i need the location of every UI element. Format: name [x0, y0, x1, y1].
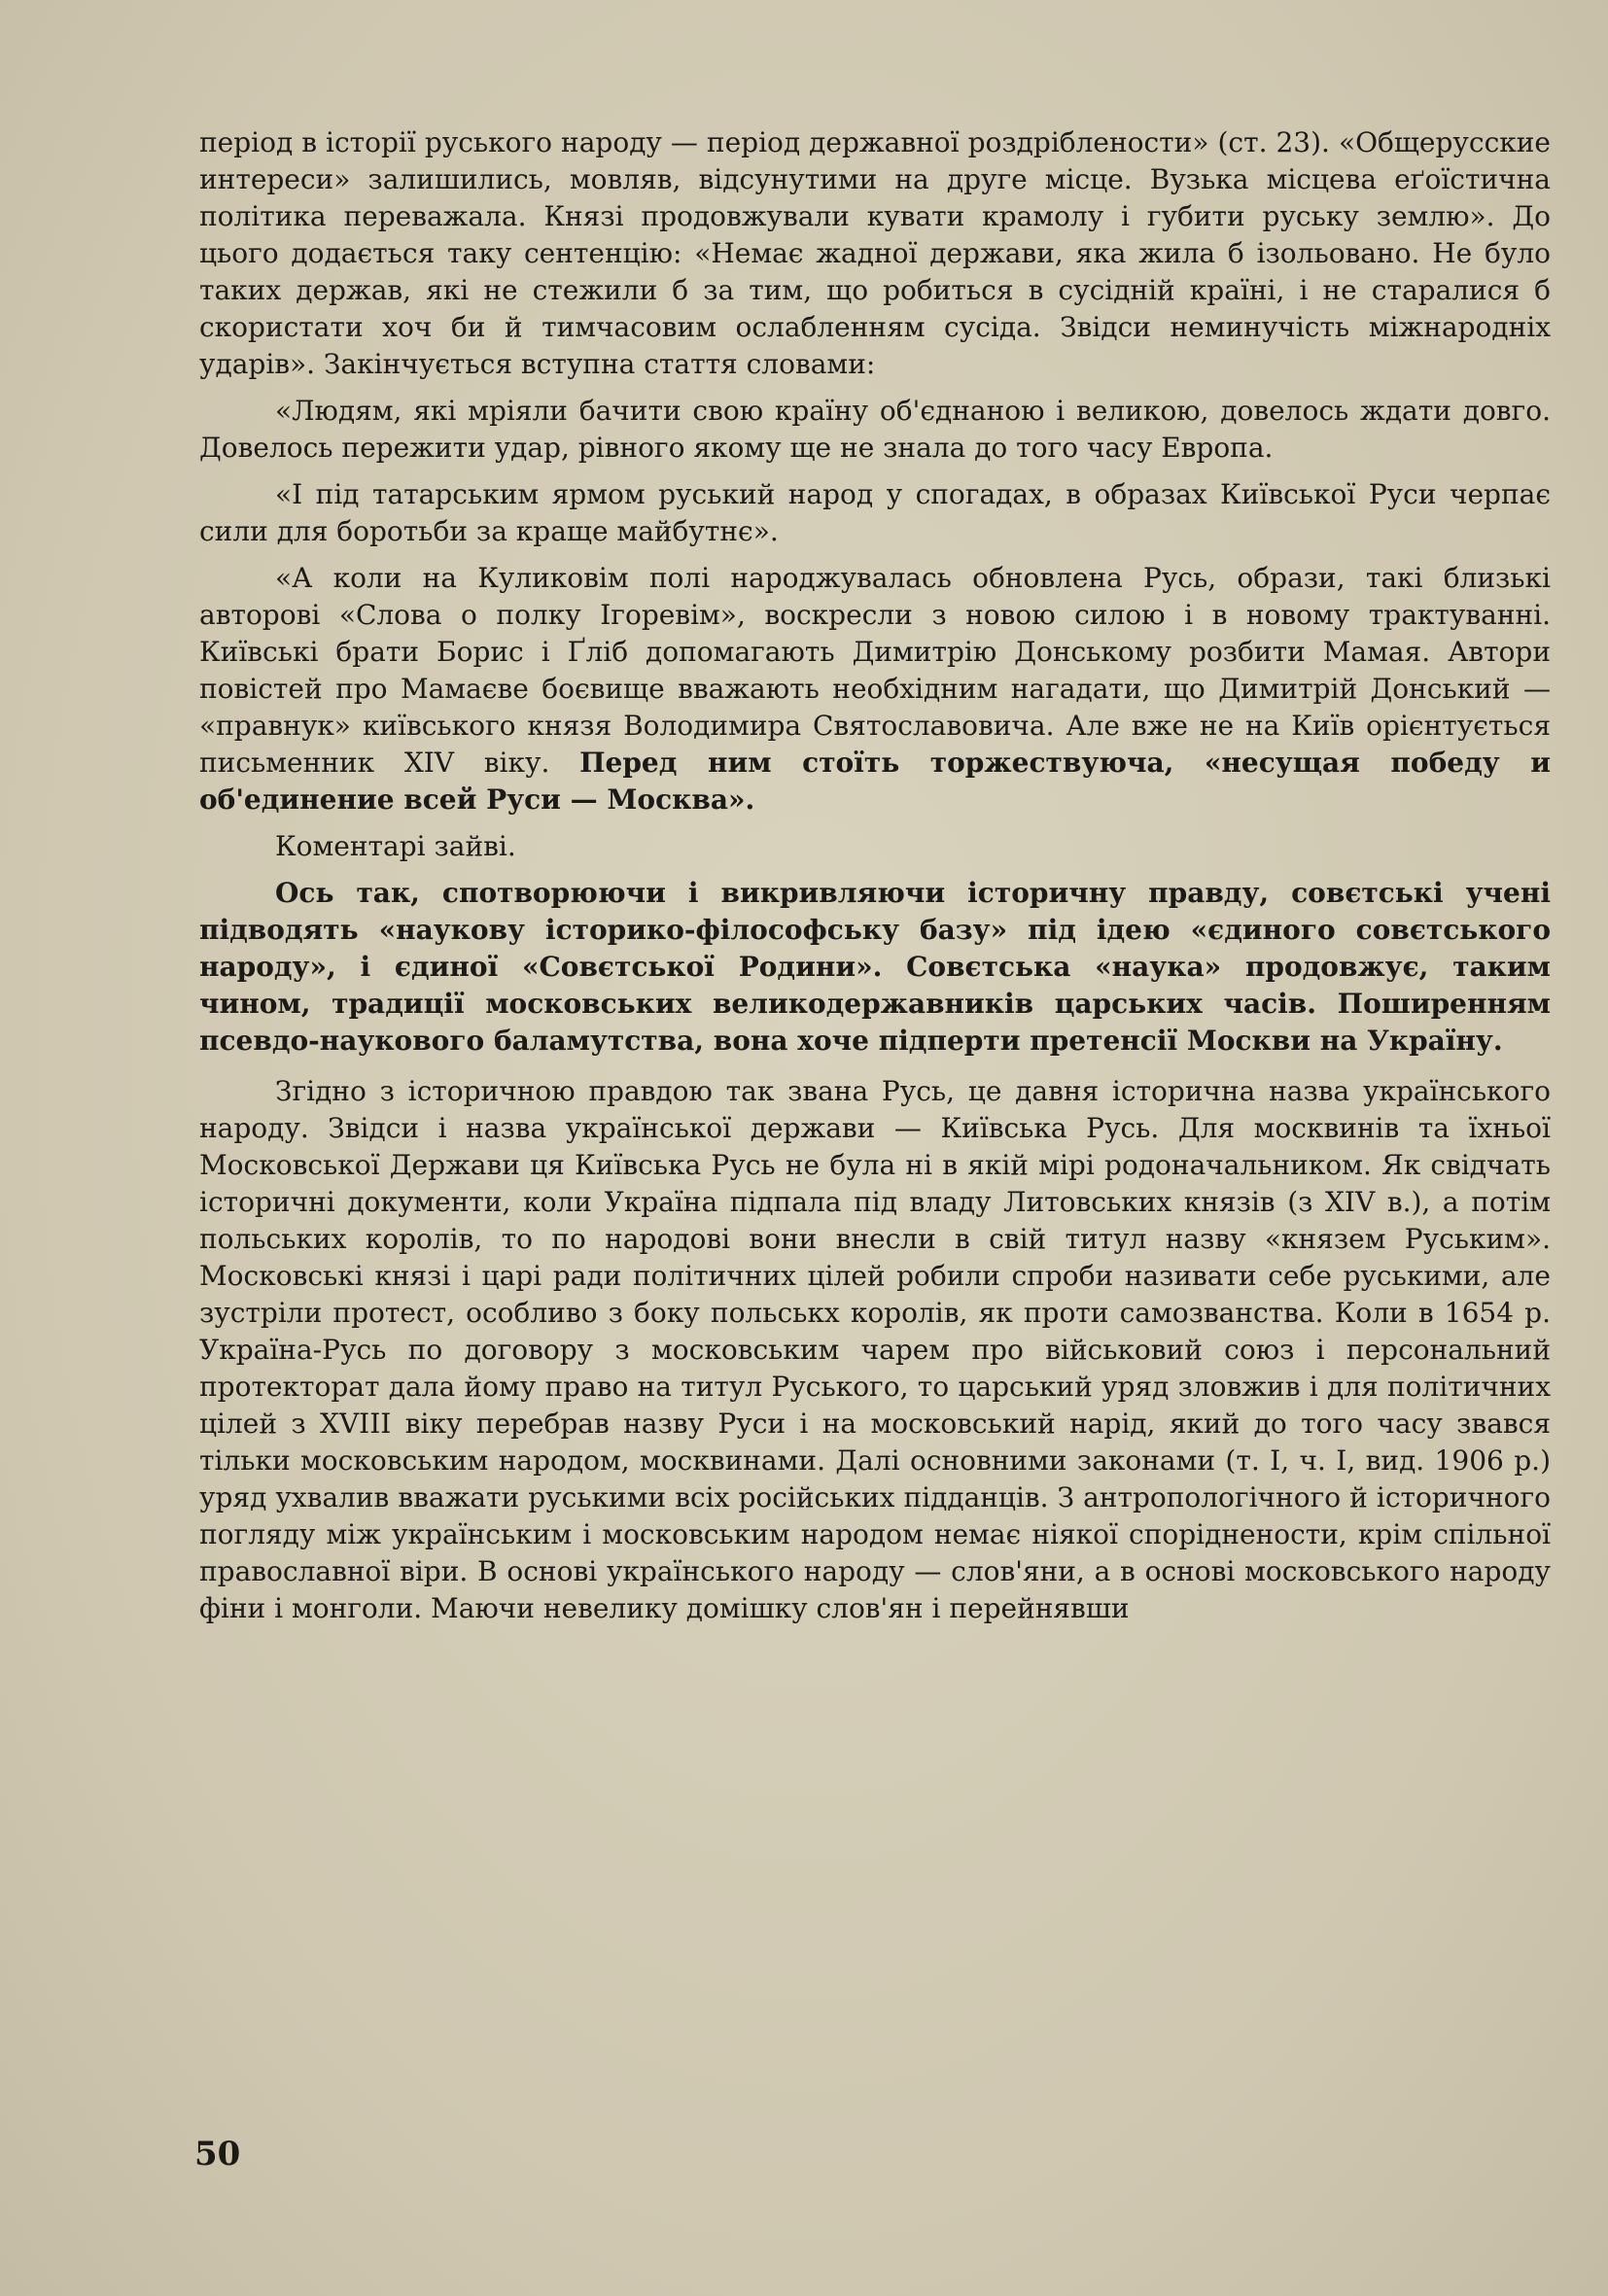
- quote-paragraph-3: [199, 560, 1551, 818]
- bold-paragraph: [199, 875, 1551, 1060]
- paragraph-text: «Людям, які мріяли бачити свою країну об'єднаною і великою, довелось ждати довго. Довелось пережити удар, рівного якому ще не знала до того часу Европа.: [199, 395, 1551, 464]
- paragraph-text: «І під татарським ярмом руський народ у спогадах, в образах Київської Руси черпає сили для боротьби за краще майбутнє».: [199, 478, 1551, 547]
- paragraph-text: «А коли на Куликовім полі народжувалась обновлена Русь, образи, такі близькі авторові «Слова о полку Ігоревім», воскресли з новою силою і в новому трактуванні. Київські брати Борис і Ґліб допомагають Димитрію Донському розбити Мамая. Автори повістей про Мамаєве боєвище вважають необхідним нагадати, що Димитрій Донський — «правнук» київського князя Володимира Святославовича. Але вже не на Київ орієнтується письменник XIV віку.: [199, 562, 1551, 779]
- paragraph-text: Коментарі зайві.: [275, 830, 516, 862]
- paragraph-bold-tail: Перед ним стоїть торжествуюча, «несущая победу и об'единение всей Руси — Москва».: [199, 747, 1551, 816]
- page-body: [199, 124, 1551, 1637]
- paragraph-intro: [199, 124, 1551, 383]
- history-paragraph: [199, 1073, 1551, 1627]
- page-number: 50: [194, 2135, 241, 2174]
- quote-paragraph-1: [199, 393, 1551, 467]
- paragraph-text: період в історії руського народу — період державної роздріблености» (ст. 23). «Общерусские интереси» залишились, мовляв, відсунутими на друге місце. Вузька місцева еґоїстична політика переважала. Князі продовжували кувати крамолу і губити руську землю». До цього додається таку сентенцію: «Немає жадної держави, яка жила б ізольовано. Не було таких держав, які не стежили б за тим, що робиться в сусідній країні, і не старалися б скористати хоч би й тимчасовим ослабленням сусіда. Звідси неминучість міжнародніх ударів». Закінчується вступна стаття словами:: [199, 126, 1551, 380]
- paragraph-text: Ось так, спотворюючи і викривляючи історичну правду, совєтські учені підводять «наукову історико-філософську базу» під ідею «єдиного совєтського народу», і єдиної «Совєтської Родини». Совєтська «наука» продовжує, таким чином, традиції московських великодержавників царських часів. Поширенням псевдо-наукового баламутства, вона хоче підперти претенсії Москви на Україну.: [199, 877, 1551, 1057]
- paragraph-text: Згідно з історичною правдою так звана Русь, це давня історична назва українського народу. Звідси і назва української держави — Київська Русь. Для москвинів та їхньої Московської Держави ця Київська Русь не була ні в якій мірі родоначальником. Як свідчать історичні документи, коли Україна підпала під владу Литовських князів (з XIV в.), а потім польських королів, то по народові вони внесли в свій титул назву «князем Руським». Московські князі і царі ради політичних цілей робили спроби називати себе руськими, але зустріли протест, особливо з боку польськх королів, як проти самозванства. Коли в 1654 р. Україна-Русь по договору з московським чарем про військовий союз і персональний протекторат дала йому право на титул Руського, то царський уряд зловжив і для політичних цілей з XVIII віку перебрав назву Руси і на московський нарід, який до того часу звався тільки московським народом, москвинами. Далі основними законами (т. І, ч. І, вид. 1906 р.) уряд ухвалив вважати руськими всіх російських підданців. З антропологічного й історичного погляду між українським і московським народом немає ніякої споріднености, крім спільної православної віри. В основі українського народу — слов'яни, а в основі московського народу фіни і монголи. Маючи невелику домішку слов'ян і перейнявши: [199, 1075, 1551, 1624]
- quote-paragraph-2: [199, 476, 1551, 550]
- comment-paragraph: [199, 828, 1551, 865]
